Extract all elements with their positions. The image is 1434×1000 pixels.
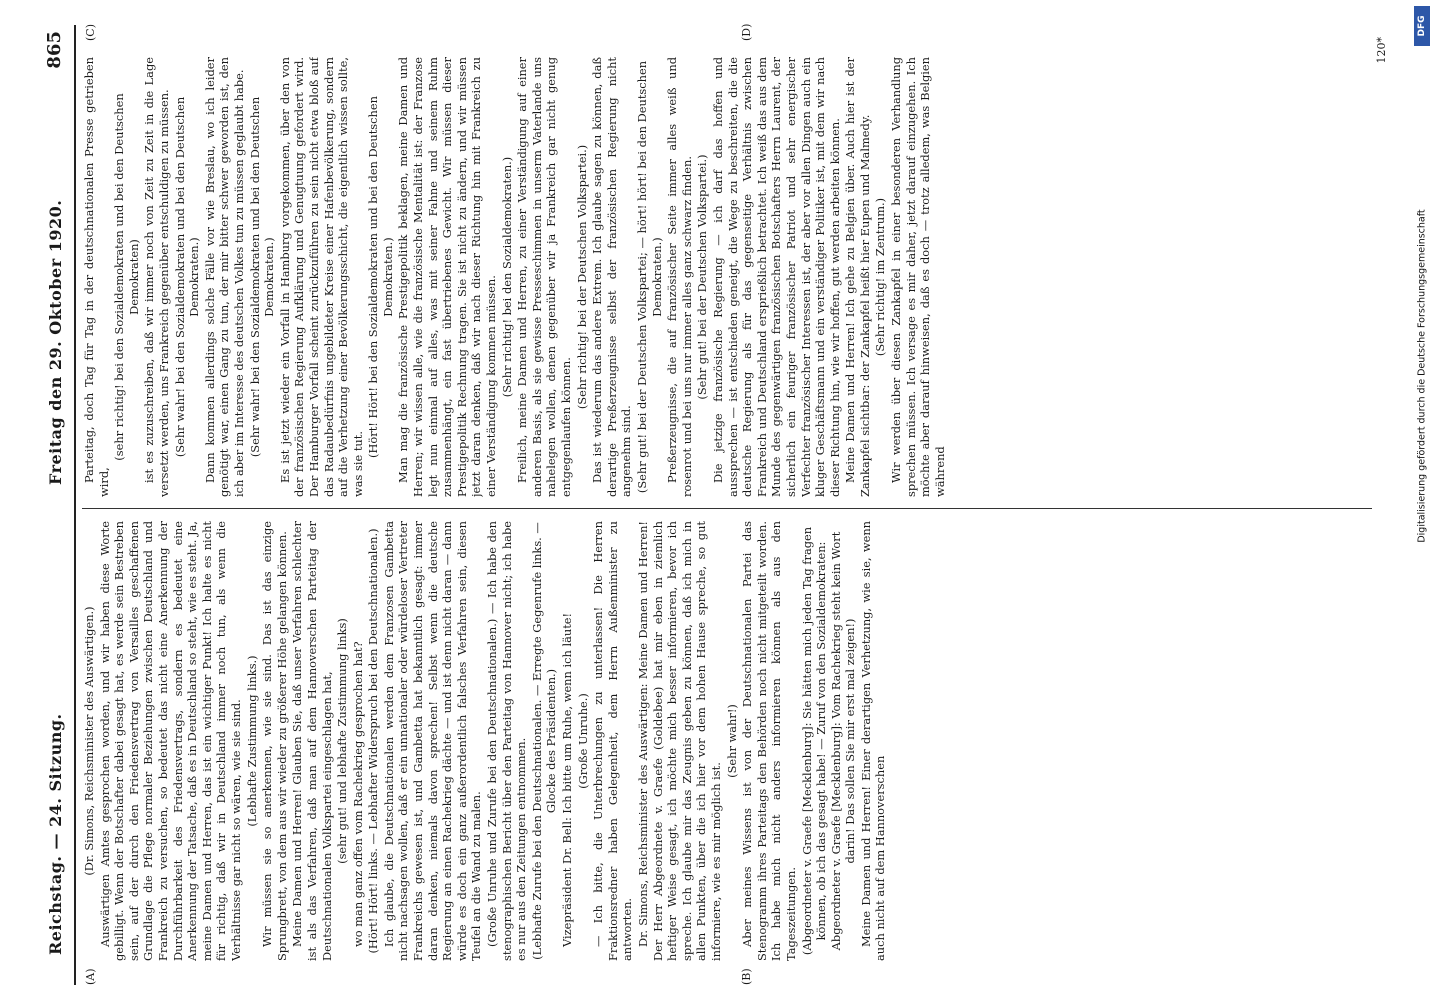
margin-mark-a: (A) <box>84 968 97 985</box>
rotated-page <box>40 25 1390 985</box>
paragraph: Auswärtigen Amtes gesprochen worden, und wir haben diese Worte gebilligt. Wenn der Botschafter dabei gesagt hat, es werde sein Bestreben sein, auf der durch den Friedensvertrag von Versailles geschaffenen Grundlage die Pflege normaler Beziehungen zwischen Deutschland und Frankreich zu versuchen, so bedeutet das nicht eine Anerkennung der Durchführbarkeit des Friedensvertrags, sondern es bedeutet eine Anerkennung der Tatsache, daß es in Deutschland so steht, wie es steht. Ja, meine Damen und Herren, das ist ein wichtiger Punkt! Ich halte es nicht für richtig, daß wir in Deutschland immer noch tun, als wenn die Verhältnisse gar nicht so wären, wie sie sind. <box>97 521 243 961</box>
dfg-logo <box>1414 6 1430 46</box>
paragraph: Aber meines Wissens ist von der Deutschnationalen Partei das Stenogramm ihres Parteitags den Behörden noch nicht mitgeteilt worden. Ich habe mich nicht anders informieren können als aus den Tageszeitungen. <box>740 521 798 961</box>
paragraph: (Abgeordneter v. Graefe [Mecklenburg]: Sie hätten mich jeden Tag fragen können, ob ich das gesagt habe! — Zuruf von den Sozialdemokraten: Abgeordneter v. Graefe [Mecklenburg]: Vom Rachekrieg steht kein Wort darin! Das sollen Sie mir erst mal zeigen!) <box>799 526 858 956</box>
paragraph: (Sehr wahr! bei den Sozialdemokraten und bei den Deutschen Demokraten.) <box>247 96 277 458</box>
right-column <box>82 57 1372 497</box>
header-left: Reichstag. — 24. Sitzung. <box>46 713 65 955</box>
paragraph: Das ist wiederum das andere Extrem. Ich glaube sagen zu können, daß derartige Preßerzeugnisse selbst der französischen Regierung nicht angenehm sind. <box>590 57 634 497</box>
paragraph: Preßerzeugnisse, die auf französischer Seite immer alles weiß und rosenrot und bei uns nur immer alles ganz schwarz finden. <box>665 57 694 497</box>
paragraph: (Dr. Simons, Reichsminister des Auswärtigen.) <box>82 606 96 876</box>
margin-mark-b: (B) <box>740 968 753 985</box>
paragraph: Meine Damen und Herren! Ich gehe zu Belgien über. Auch hier ist der Zankapfel sichtbar: der Zankapfel heißt hier Eupen und Malmedy. <box>843 57 872 497</box>
paragraph: (Lebhafte Zurufe bei den Deutschnationalen. — Erregte Gegenrufe links. — Glocke des Präsidenten.) <box>529 522 559 960</box>
column-divider <box>82 508 1372 509</box>
paragraph: (sehr gut! und lebhafte Zustimmung links) <box>335 618 350 864</box>
digitization-strip <box>1412 6 1432 996</box>
paragraph: Parteitag, doch Tag für Tag in der deutschnationalen Presse getrieben wird, <box>82 57 111 497</box>
paragraph: — Ich bitte, die Unterbrechungen zu unterlassen! Die Herren Fraktionsredner haben Gelegenheit, dem Herrn Außenminister zu antworten. <box>591 521 635 961</box>
footer-number: 120* <box>1375 37 1388 64</box>
margin-mark-c: (C) <box>84 24 97 41</box>
paragraph: (Sehr gut! bei der Deutschen Volkspartei; — hört! hört! bei den Deutschen Demokraten.) <box>634 60 664 494</box>
paragraph: (sehr richtig! bei den Sozialdemokraten und bei den Deutschen Demokraten) <box>112 93 141 461</box>
paragraph: Wir werden über diesen Zankapfel in einer besonderen Verhandlung sprechen müssen. Ich versage es mir daher, jetzt darauf einzugehen. Ich möchte aber darauf hinweisen, daß es doch — trotz alledem, was Belgien während <box>889 57 947 497</box>
paragraph: (Hört! Hört! links. — Lebhafter Widerspruch bei den Deutschnationalen.) <box>366 528 381 954</box>
digitization-credit: Digitalisierung gefördert durch die Deutsche Forschungsgemeinschaft <box>1416 209 1428 543</box>
paragraph: Es ist jetzt wieder ein Vorfall in Hamburg vorgekommen, über den von der französischen Regierung Aufklärung und Genugtuung gefordert wird. Der Hamburger Vorfall scheint zurückzuführen zu sein nicht etwa bloß auf das Radaubedürfnis ungebildeter Kreise einer Hafenbevölkerung, sondern auf die Verhetzung einer Bevölkerungsschicht, die eigentlich wissen sollte, was sie tut. <box>277 57 365 497</box>
paragraph: Meine Damen und Herren! Einer derartigen Verhetzung, wie sie, wenn auch nicht auf dem Hannoverschen <box>858 521 888 961</box>
paragraph: Vizepräsident Dr. Bell: Ich bitte um Ruhe, wenn ich läute! <box>560 612 574 947</box>
margin-mark-d: (D) <box>740 23 753 41</box>
paragraph: Meine Damen und Herren! Glauben Sie, daß unser Verfahren schlechter ist als das Verfahren, daß man auf dem Hannoverschen Parteitag der Deutschnationalen Volkspartei eingeschlagen hat, <box>290 521 334 961</box>
paragraph: ist es zuzuschreiben, daß wir immer noch von Zeit zu Zeit in die Lage versetzt werden, uns Frankreich gegenüber entschuldigen zu müssen. <box>142 57 171 497</box>
paragraph: (Sehr richtig! im Zentrum.) <box>873 197 888 357</box>
paragraph: (Hört! Hört! bei den Sozialdemokraten und bei den Deutschen Demokraten.) <box>366 96 395 458</box>
paragraph: (Sehr wahr!) <box>724 704 739 778</box>
paragraph: (Große Unruhe und Zurufe bei den Deutschnationalen.) — Ich habe den stenographischen Bericht über den Parteitag von Hannover nicht; ich habe es nur aus den Zeitungen entnommen. <box>485 521 529 961</box>
paragraph: (Sehr gut! bei der Deutschen Volkspartei.) <box>695 154 710 400</box>
paragraph: Ich glaube, die Deutschnationalen werden dem Franzosen Gambetta nicht nachsagen wollen, daß er ein unnationaler oder würdeloser Vertreter Frankreichs gewesen ist, und Gambetta hat bekanntlich gesagt: immer daran denken, niemals davon sprechen! Selbst wenn die deutsche Regierung an einen Rachekrieg dächte — und ist denn nicht daran — dann würde es doch ein ganz außerordentlich falsches Verfahren sein, diesen Teufel an die Wand zu malen. <box>381 521 484 961</box>
paragraph: (Sehr wahr! bei den Sozialdemokraten und bei den Deutschen Demokraten.) <box>172 96 202 458</box>
page-header <box>40 25 76 985</box>
paragraph: (Große Unruhe.) <box>575 693 590 789</box>
header-right: Freitag den 29. Oktober 1920. <box>46 199 65 485</box>
dfg-logo-text: DFG <box>1417 15 1427 37</box>
paragraph: (Lebhafte Zustimmung links.) <box>244 655 259 827</box>
paragraph: Die jetzige französische Regierung — ich darf das hoffen und aussprechen — ist entschieden geneigt, die Wege zu beschreiten, die die deutsche Regierung als für das gegenseitige Verhältnis zwischen Frankreich und Deutschland ersprießlich betrachtet. Ich weiß das aus dem Munde des gegenwärtigen französischen Botschafters Herrn Laurent, der sicherlich ein feuriger französischer Patriot und sehr energischer Verfechter französischer Interessen ist, der aber vor allen Dingen auch ein kluger Geschäftsmann und ein verständiger Politiker ist, mit dem wir nach dieser Richtung hin, wie wir hoffen, gut werden arbeiten können. <box>710 57 842 497</box>
left-column <box>82 521 1372 961</box>
page-number: 865 <box>44 31 65 69</box>
paragraph: Wir müssen sie so anerkennen, wie sie sind. Das ist das einzige Sprungbrett, von dem aus wir wieder zu größerer Höhe gelangen können. <box>260 521 289 961</box>
paragraph: (Sehr richtig! bei den Sozialdemokraten.) <box>499 156 514 398</box>
paragraph: (Sehr richtig! bei der Deutschen Volkspartei.) <box>574 144 589 410</box>
paragraph: Dann kommen allerdings solche Fälle vor wie Breslau, wo ich leider genötigt war, einen Gang zu tun, der mir bitter schwer geworden ist, den ich aber im Interesse des deutschen Volkes tun zu müssen geglaubt habe. <box>202 57 246 497</box>
paragraph: Freilich, meine Damen und Herren, zu einer Verständigung auf einer anderen Basis, als sie gewisse Presseschimmen in unserm Vaterlande uns nahelegen wollen, denen gegenüber wir ja Frankreich gar nicht genug entgegenlaufen können. <box>515 57 573 497</box>
paragraph: Man mag die französische Prestigepolitik beklagen, meine Damen und Herren; wir wissen alle, wie die französische Mentalität ist: der Franzose legt nun einmal auf alles, was mit seiner Fahne und seinem Ruhm zusammenhängt, ein fast übertriebenes Gewicht. Wir müssen dieser Prestigepolitik Rechnung tragen. Sie ist nicht zu ändern, und wir müssen jetzt daran denken, daß wir nach dieser Richtung hin mit Frankreich zu einer Verständigung kommen müssen. <box>396 57 499 497</box>
paragraph: wo man ganz offen vom Rachekrieg gesprochen hat? <box>350 641 365 947</box>
paragraph: Dr. Simons, Reichsminister des Auswärtigen: Meine Damen und Herren! Der Herr Abgeordnete v. Graefe (Goldebee) hat mir eben in ziemlich heftiger Weise gesagt, ich möchte mich besser informieren, bevor ich spreche. Ich glaube mir das Zeugnis geben zu können, daß ich mich in allen Punkten, über die ich hier vor dem hohen Hause spreche, so gut informiere, wie es mir möglich ist. <box>635 521 723 961</box>
